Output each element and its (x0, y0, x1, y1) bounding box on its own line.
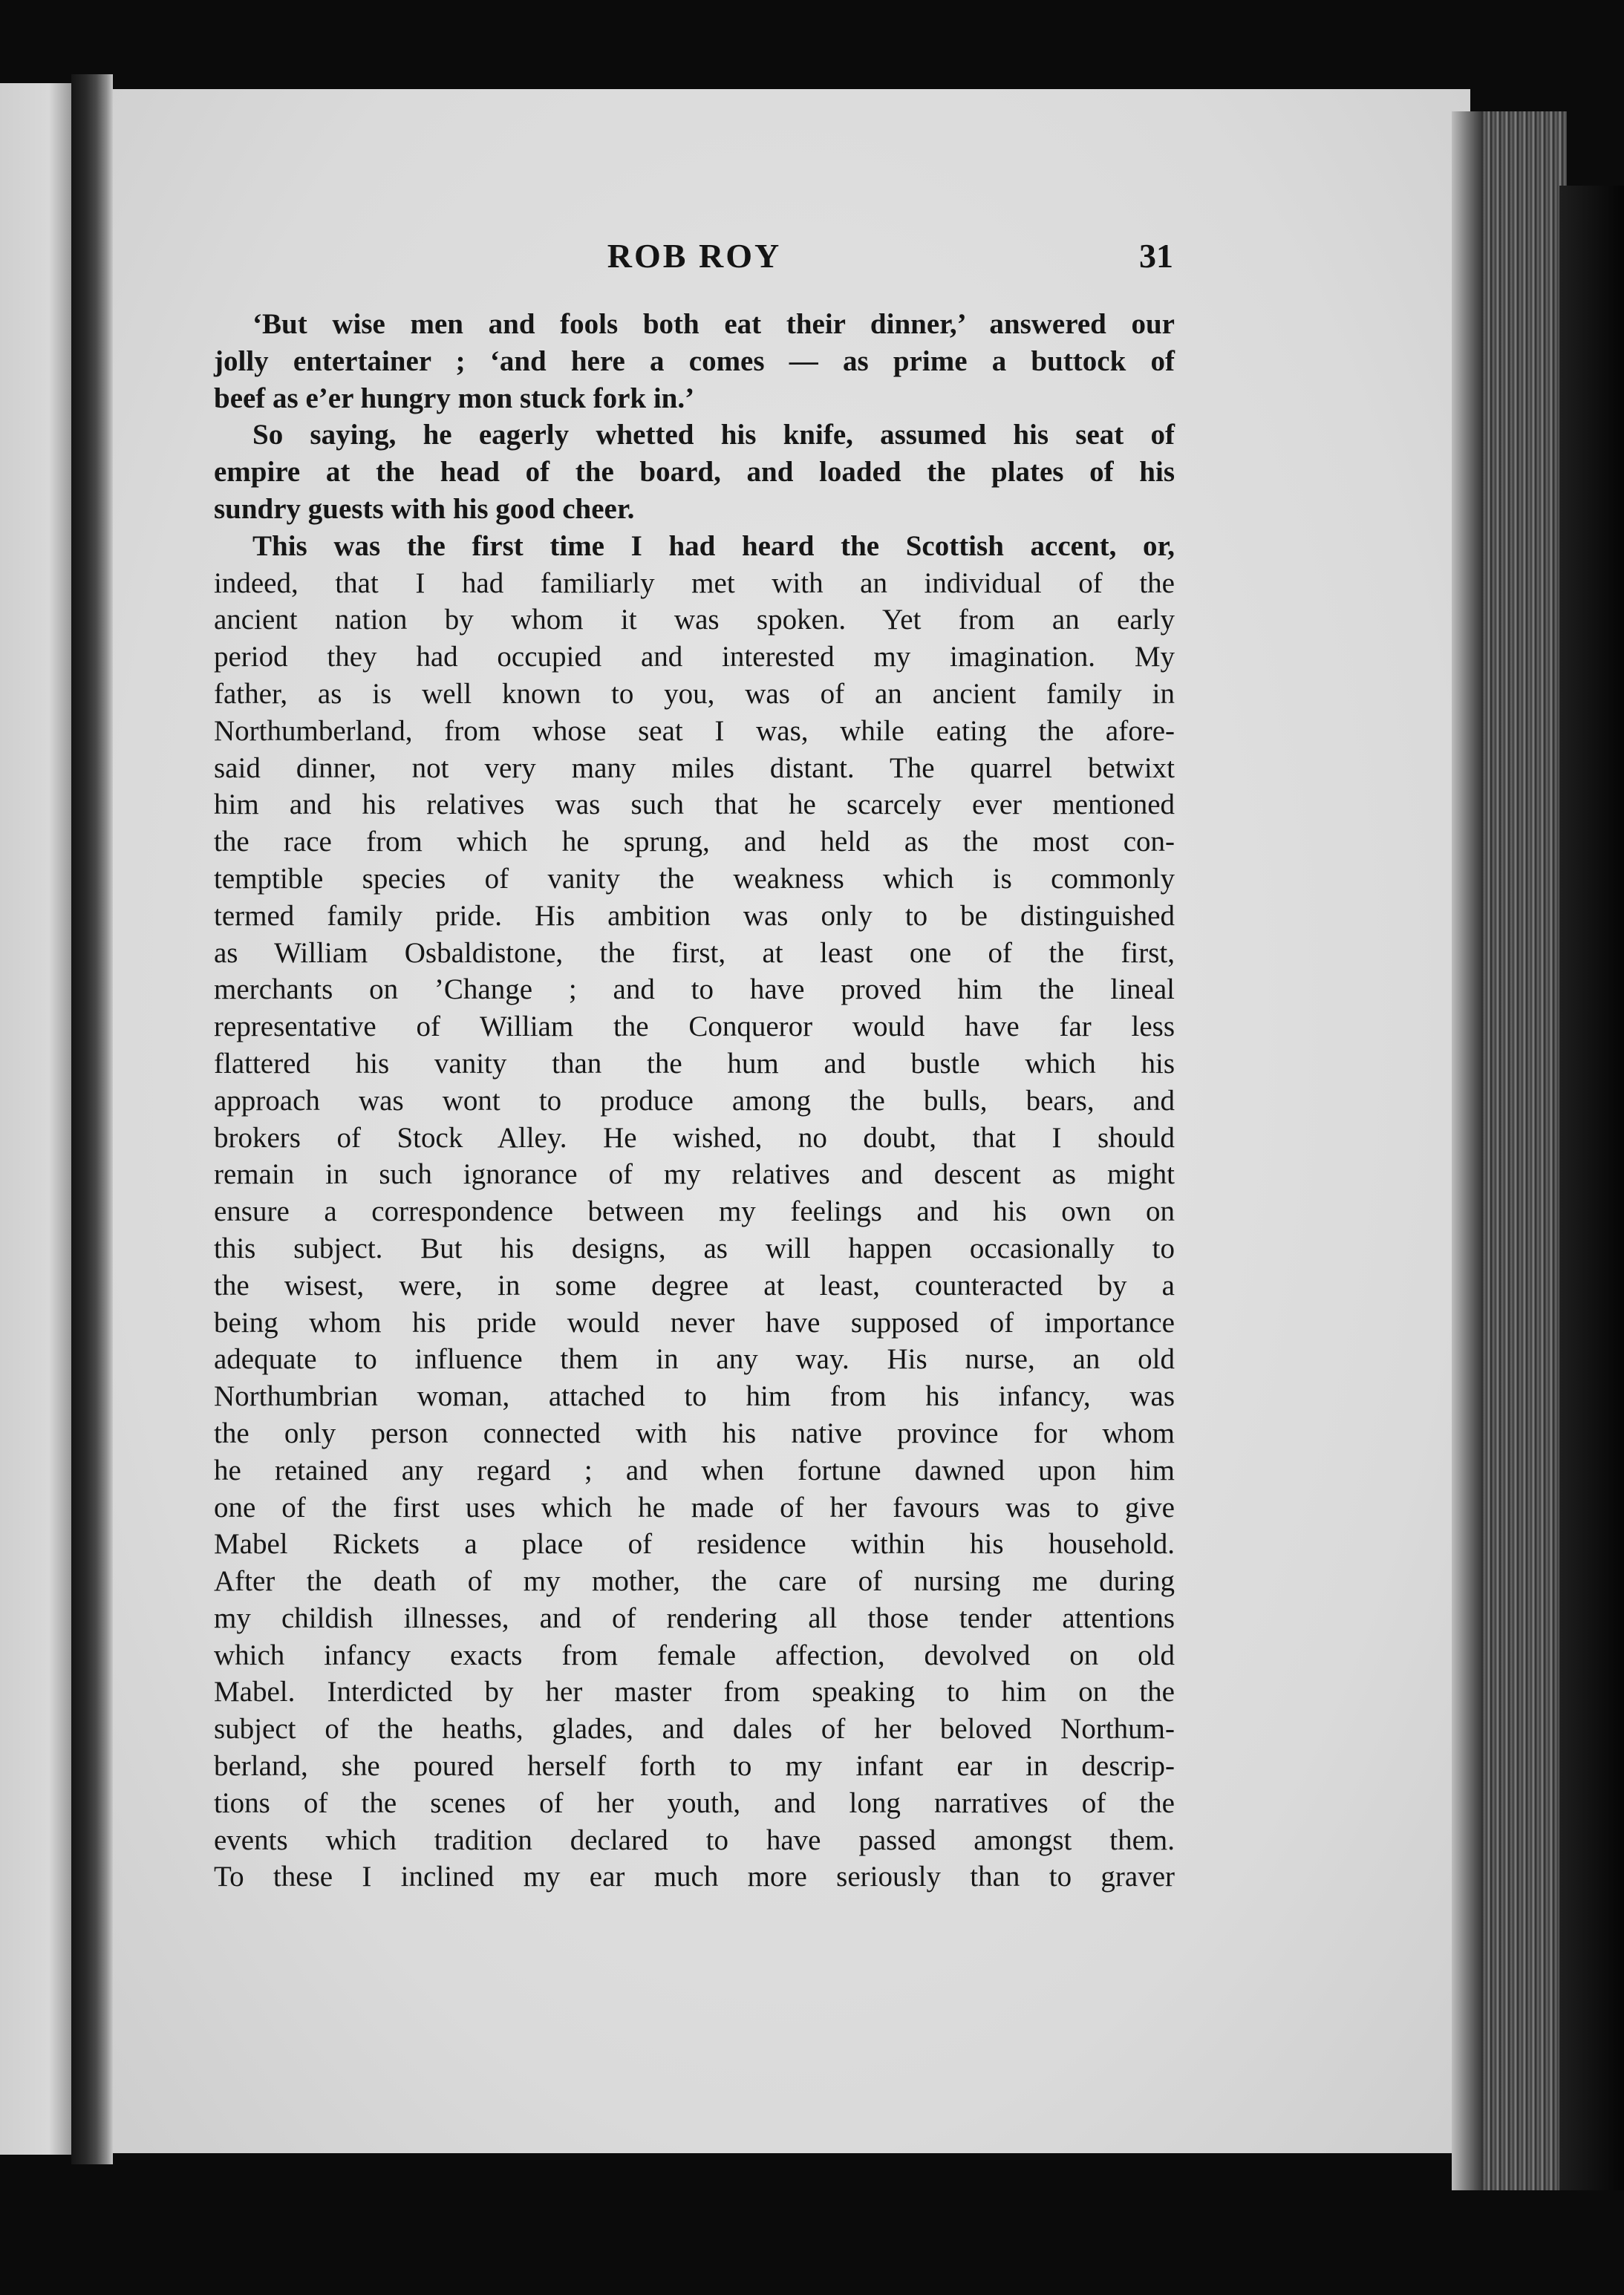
text-line: the race from which he sprung, and held as the most con- (214, 826, 1175, 858)
text-line: sundry guests with his good cheer. (214, 492, 635, 525)
text-line: adequate to influence them in any way. His nurse, an old (214, 1343, 1175, 1376)
text-line: Northumberland, from whose seat I was, while eating the afore- (214, 714, 1175, 747)
text-line: remain in such ignorance of my relatives and descent as might (214, 1158, 1175, 1191)
body-text (214, 306, 1175, 1896)
text-line: subject of the heaths, glades, and dales of her beloved Northum- (214, 1713, 1175, 1746)
text-line: my childish illnesses, and of rendering all those tender attentions (214, 1602, 1175, 1634)
text-line: This was the first time I had heard the Scottish accent, or, (252, 529, 1175, 562)
text-line: as William Osbaldistone, the first, at least one of the first, (214, 936, 1175, 969)
text-line: merchants on ’Change ; and to have proved him the lineal (214, 973, 1175, 1006)
text-line: ensure a correspondence between my feelings and his own on (214, 1195, 1175, 1228)
text-line: him and his relatives was such that he scarcely ever mentioned (214, 789, 1175, 821)
text-line: representative of William the Conqueror would have far less (214, 1011, 1175, 1043)
text-line: period they had occupied and interested my imagination. My (214, 641, 1175, 673)
book-gutter (71, 74, 113, 2164)
text-line: ‘But wise men and fools both eat their dinner,’ answered our (252, 308, 1175, 340)
page-edge-shade (1452, 111, 1481, 2190)
text-line: So saying, he eagerly whetted his knife, assumed his seat of (252, 419, 1175, 451)
text-line: father, as is well known to you, was of an ancient family in (214, 677, 1175, 710)
text-line: he retained any regard ; and when fortune dawned upon him (214, 1454, 1175, 1486)
text-line: temptible species of vanity the weakness which is commonly (214, 862, 1175, 895)
text-line: which infancy exacts from female affection, devolved on old (214, 1639, 1175, 1671)
text-line: Mabel. Interdicted by her master from speaking to him on the (214, 1676, 1175, 1708)
text-line: flattered his vanity than the hum and bustle which his (214, 1047, 1175, 1080)
book-cover-edge (1559, 186, 1624, 2190)
text-line: indeed, that I had familiarly met with an individual of the (214, 567, 1175, 599)
text-line: said dinner, not very many miles distant. The quarrel betwixt (214, 751, 1175, 784)
page-number: 31 (1139, 237, 1173, 275)
text-line: jolly entertainer ; ‘and here a comes — as prime a buttock of (214, 345, 1175, 377)
previous-page-edge (0, 83, 82, 2155)
text-line: To these I inclined my ear much more seriously than to graver (214, 1861, 1175, 1893)
text-line: tions of the scenes of her youth, and long narratives of the (214, 1786, 1175, 1819)
text-line: brokers of Stock Alley. He wished, no doubt, that I should (214, 1121, 1175, 1154)
text-line: empire at the head of the board, and loaded the plates of his (214, 456, 1175, 489)
running-title: ROB ROY (607, 237, 782, 275)
text-line: the only person connected with his native province for whom (214, 1417, 1175, 1449)
text-line: termed family pride. His ambition was only to be distinguished (214, 899, 1175, 932)
text-line: After the death of my mother, the care of nursing me during (214, 1565, 1175, 1598)
text-line: the wisest, were, in some degree at least, counteracted by a (214, 1269, 1175, 1302)
text-line: this subject. But his designs, as will happen occasionally to (214, 1232, 1175, 1264)
text-line: events which tradition declared to have passed amongst them. (214, 1824, 1175, 1856)
running-header (215, 236, 1173, 281)
text-line: ancient nation by whom it was spoken. Yet from an early (214, 604, 1175, 636)
text-line: one of the first uses which he made of her favours was to give (214, 1491, 1175, 1524)
text-line: being whom his pride would never have supposed of importance (214, 1306, 1175, 1339)
text-line: approach was wont to produce among the bulls, bears, and (214, 1084, 1175, 1117)
text-line: Mabel Rickets a place of residence within his household. (214, 1528, 1175, 1561)
text-line: Northumbrian woman, attached to him from his infancy, was (214, 1380, 1175, 1413)
text-line: berland, she poured herself forth to my infant ear in descrip- (214, 1750, 1175, 1783)
text-line: beef as e’er hungry mon stuck fork in.’ (214, 382, 695, 414)
